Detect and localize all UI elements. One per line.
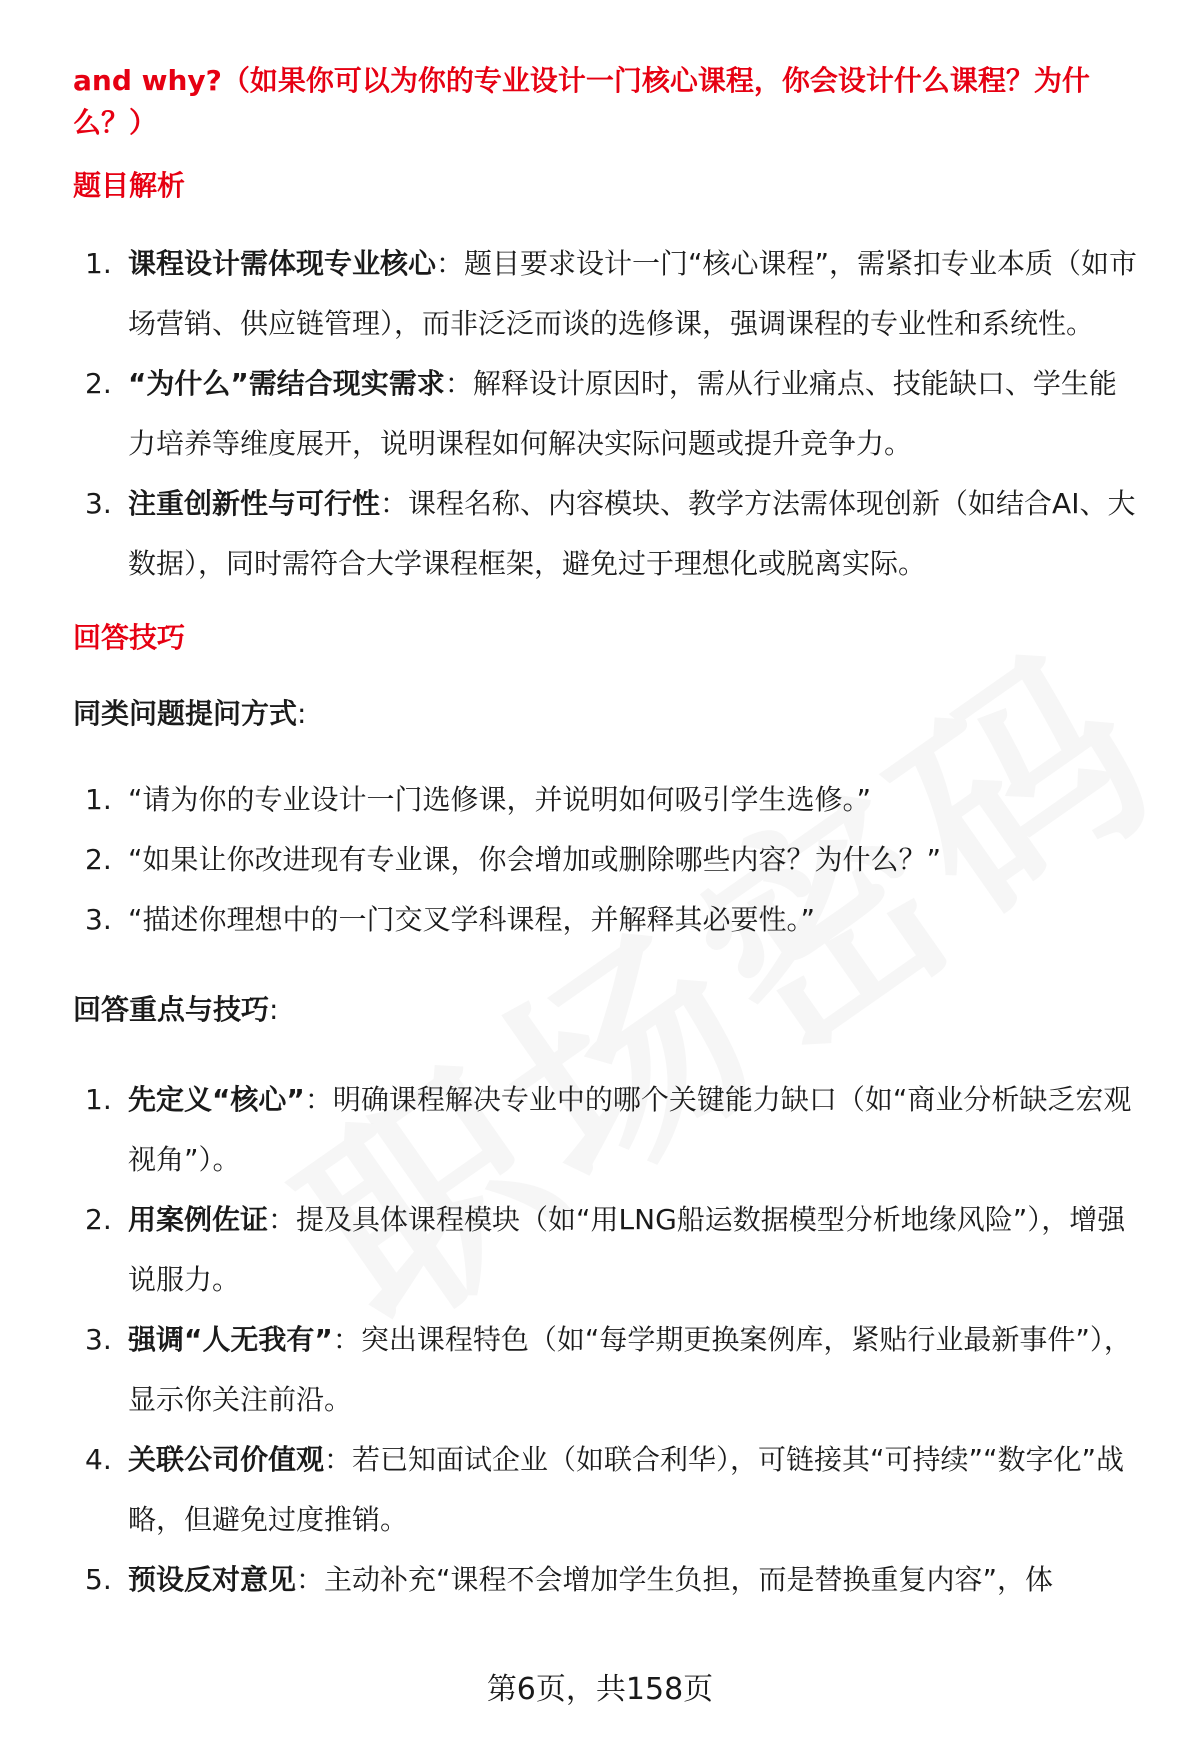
item-number: 2. bbox=[85, 367, 112, 400]
key-points-heading-text: 回答重点与技巧 bbox=[73, 993, 270, 1026]
list-item bbox=[73, 890, 1143, 950]
list-item bbox=[73, 1190, 1143, 1310]
item-separator: ： bbox=[332, 1323, 361, 1356]
item-text: 提及具体课程模块（如“用LNG船运数据模型分析地缘风险”），增强说服力。 bbox=[128, 1203, 1126, 1296]
list-item bbox=[73, 234, 1143, 354]
item-text: 主动补充“课程不会增加学生负担，而是替换重复内容”，体 bbox=[324, 1563, 1054, 1596]
list-item bbox=[73, 770, 1143, 830]
item-number: 3. bbox=[85, 903, 112, 936]
key-points-heading bbox=[73, 990, 1143, 1030]
item-number: 5. bbox=[85, 1563, 112, 1596]
analysis-heading: 题目解析 bbox=[73, 169, 186, 202]
similar-heading-text: 同类问题提问方式 bbox=[73, 697, 298, 730]
key-points-heading-colon: : bbox=[269, 993, 279, 1026]
item-number: 1. bbox=[85, 247, 112, 280]
page-footer: 第6页，共158页 bbox=[486, 1672, 714, 1707]
similar-questions-heading bbox=[73, 694, 1143, 734]
item-lead: “为什么”需结合现实需求 bbox=[128, 367, 445, 400]
list-item bbox=[73, 1430, 1143, 1550]
item-number: 3. bbox=[85, 487, 112, 520]
item-separator: ： bbox=[304, 1083, 333, 1116]
list-item bbox=[73, 354, 1143, 474]
similar-heading-colon: : bbox=[297, 697, 307, 730]
list-item bbox=[73, 1550, 1143, 1610]
item-text: 课程名称、内容模块、教学方法需体现创新（如结合AI、大数据），同时需符合大学课程框架，避免过于理想化或脱离实际。 bbox=[128, 487, 1136, 580]
item-separator: ： bbox=[296, 1563, 325, 1596]
item-text: “如果让你改进现有专业课，你会增加或删除哪些内容？为什么？” bbox=[128, 843, 942, 876]
item-lead: 注重创新性与可行性 bbox=[128, 487, 381, 520]
similar-questions-list bbox=[73, 770, 1143, 950]
item-lead: 关联公司价值观 bbox=[128, 1443, 325, 1476]
item-number: 2. bbox=[85, 1203, 112, 1236]
item-lead: 课程设计需体现专业核心 bbox=[128, 247, 437, 280]
item-lead: 先定义“核心” bbox=[128, 1083, 305, 1116]
item-text: 突出课程特色（如“每学期更换案例库，紧贴行业最新事件”），显示你关注前沿。 bbox=[128, 1323, 1132, 1416]
item-separator: ： bbox=[268, 1203, 297, 1236]
list-item bbox=[73, 830, 1143, 890]
item-text: “请为你的专业设计一门选修课，并说明如何吸引学生选修。” bbox=[128, 783, 872, 816]
item-separator: ： bbox=[436, 247, 465, 280]
item-separator: ： bbox=[380, 487, 409, 520]
item-text: 若已知面试企业（如联合利华），可链接其“可持续”“数字化”战略，但避免过度推销。 bbox=[128, 1443, 1125, 1536]
item-text: 解释设计原因时，需从行业痛点、技能缺口、学生能力培养等维度展开，说明课程如何解决实际问题或提升竞争力。 bbox=[128, 367, 1117, 460]
item-separator: ： bbox=[324, 1443, 353, 1476]
item-lead: 用案例佐证 bbox=[128, 1203, 269, 1236]
list-item bbox=[73, 1310, 1143, 1430]
question-title: and why?（如果你可以为你的专业设计一门核心课程，你会设计什么课程？为什么？） bbox=[73, 64, 1090, 139]
key-points-list bbox=[73, 1070, 1143, 1610]
item-text: “描述你理想中的一门交叉学科课程，并解释其必要性。” bbox=[128, 903, 816, 936]
item-number: 1. bbox=[85, 1083, 112, 1116]
item-lead: 强调“人无我有” bbox=[128, 1323, 333, 1356]
item-text: 明确课程解决专业中的哪个关键能力缺口（如“商业分析缺乏宏观视角”）。 bbox=[128, 1083, 1132, 1176]
item-number: 2. bbox=[85, 843, 112, 876]
item-number: 1. bbox=[85, 783, 112, 816]
tips-heading: 回答技巧 bbox=[73, 621, 186, 654]
item-number: 4. bbox=[85, 1443, 112, 1476]
item-text: 题目要求设计一门“核心课程”，需紧扣专业本质（如市场营销、供应链管理），而非泛泛而谈的选修课，强调课程的专业性和系统性。 bbox=[128, 247, 1138, 340]
list-item bbox=[73, 474, 1143, 594]
analysis-list bbox=[73, 234, 1143, 594]
item-lead: 预设反对意见 bbox=[128, 1563, 297, 1596]
page-content bbox=[73, 60, 1143, 1610]
list-item bbox=[73, 1070, 1143, 1190]
item-number: 3. bbox=[85, 1323, 112, 1356]
item-separator: ： bbox=[444, 367, 473, 400]
